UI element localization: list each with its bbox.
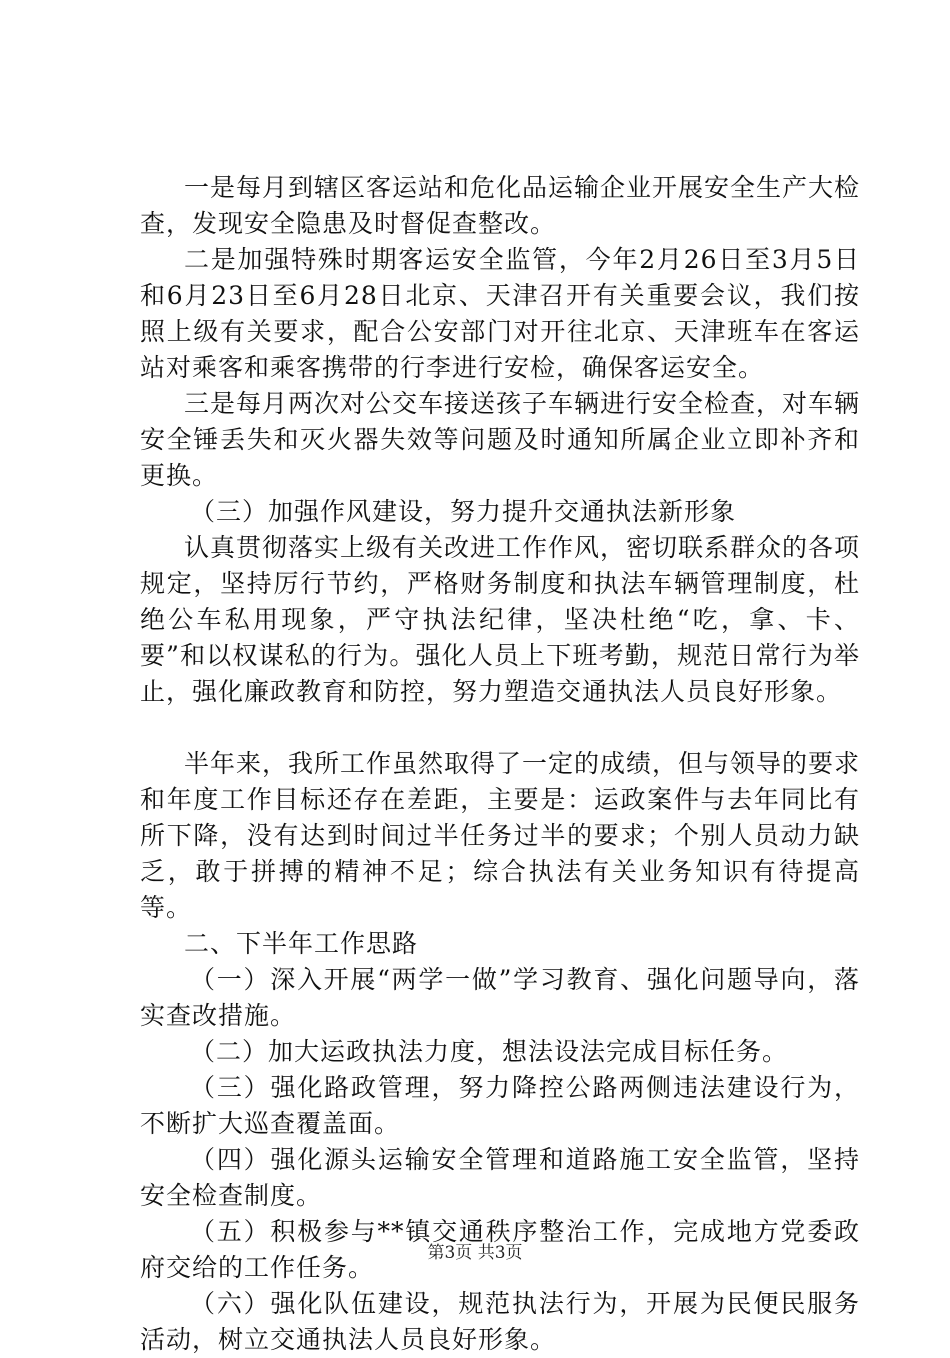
section-heading-work-style: （三）加强作风建设，努力提升交通执法新形象 bbox=[190, 497, 737, 526]
plan-item-2: （二）加大运政执法力度，想法设法完成目标任务。 bbox=[190, 1037, 789, 1066]
paragraph-spacer bbox=[140, 710, 860, 746]
paragraph-special-period: 二是加强特殊时期客运安全监管，今年2月26日至3月5日和6月23日至6月28日北京、天津召开有关重要会议，我们按照上级有关要求，配合公安部门对开往北京、天津班车在客运站对乘客和乘客携带的行李进行安检，确保客运安全。 bbox=[140, 245, 860, 382]
plan-item-6: （六）强化队伍建设，规范执法行为，开展为民便民服务活动，树立交通执法人员良好形象。 bbox=[140, 1289, 860, 1354]
paragraph-school-bus: 三是每月两次对公交车接送孩子车辆进行安全检查，对车辆安全锤丢失和灭火器失效等问题及时通知所属企业立即补齐和更换。 bbox=[140, 389, 861, 490]
plan-item-3: （三）强化路政管理，努力降控公路两侧违法建设行为，不断扩大巡查覆盖面。 bbox=[140, 1073, 860, 1138]
plan-item-1: （一）深入开展“两学一做”学习教育、强化问题导向，落实查改措施。 bbox=[140, 965, 860, 1030]
paragraph-work-style: 认真贯彻落实上级有关改进工作作风，密切联系群众的各项规定，坚持厉行节约，严格财务制度和执法车辆管理制度，杜绝公车私用现象，严守执法纪律，坚决杜绝“吃，拿、卡、要”和以权谋私的行为。强化人员上下班考勤，规范日常行为举止，强化廉政教育和防控，努力塑造交通执法人员良好形象。 bbox=[140, 533, 861, 706]
paragraph-half-year-summary: 半年来，我所工作虽然取得了一定的成绩，但与领导的要求和年度工作目标还存在差距，主要是：运政案件与去年同比有所下降，没有达到时间过半任务过半的要求；个别人员动力缺乏，敢于拼搏的精神不足；综合执法有关业务知识有待提高等。 bbox=[140, 749, 861, 922]
document-body bbox=[140, 170, 860, 1358]
plan-item-5: （五）积极参与**镇交通秩序整治工作，完成地方党委政府交给的工作任务。 bbox=[140, 1217, 860, 1282]
page-footer: 第3页 共3页 bbox=[427, 1243, 523, 1263]
section-heading-second-half: 二、下半年工作思路 bbox=[184, 929, 419, 958]
plan-item-4: （四）强化源头运输安全管理和道路施工安全监管，坚持安全检查制度。 bbox=[140, 1145, 860, 1210]
paragraph-inspection: 一是每月到辖区客运站和危化品运输企业开展安全生产大检查，发现安全隐患及时督促查整改。 bbox=[140, 173, 861, 238]
